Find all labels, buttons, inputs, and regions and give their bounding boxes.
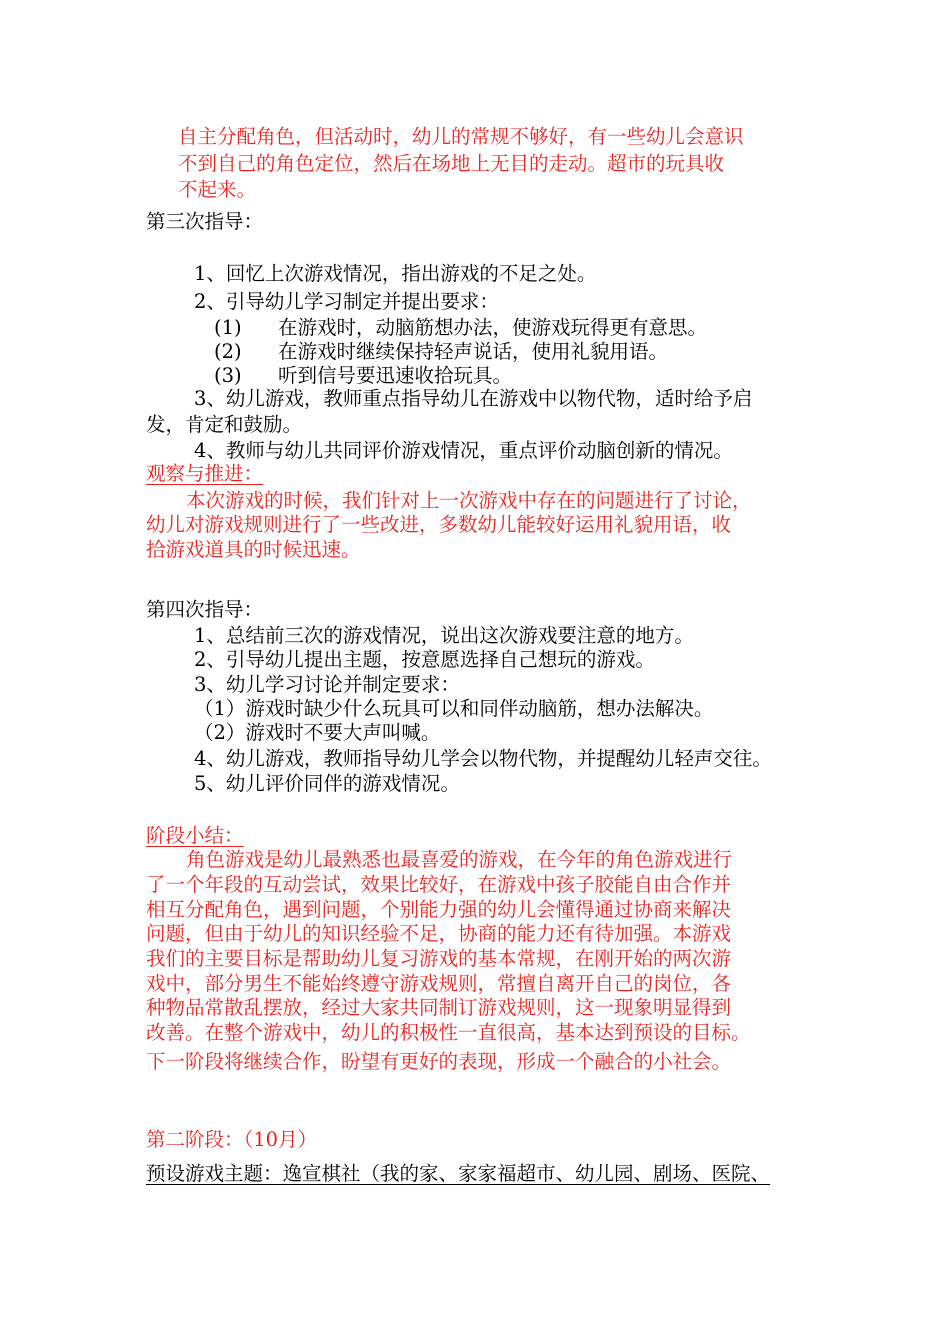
third-item-3-line-1: 3、幼儿游戏，教师重点指导幼儿在游戏中以物代物，适时给予启 [194, 387, 753, 410]
intro-line-2: 不到自己的角色定位，然后在场地上无目的走动。超市的玩具收 [178, 152, 725, 175]
summary-line-8: 改善。在整个游戏中，幼儿的积极性一直很高，基本达到预设的目标。 [146, 1021, 751, 1044]
intro-line-3: 不起来。 [178, 178, 257, 201]
fourth-item-4: 4、幼儿游戏，教师指导幼儿学会以物代物，并提醒幼儿轻声交往。 [194, 747, 772, 770]
third-subitem-text-1: 在游戏时，动脑筋想办法，使游戏玩得更有意思。 [278, 316, 708, 339]
fourth-item-2: 2、引导幼儿提出主题，按意愿选择自己想玩的游戏。 [194, 648, 655, 671]
summary-line-9: 下一阶段将继续合作，盼望有更好的表现，形成一个融合的小社会。 [146, 1050, 732, 1073]
third-subitem-num-1: (1) [214, 316, 242, 339]
summary-line-6: 戏中，部分男生不能始终遵守游戏规则，常擅自离开自己的岗位，各 [146, 972, 732, 995]
fourth-subitem-1: （1）游戏时缺少什么玩具可以和同伴动脑筋，想办法解决。 [194, 697, 714, 720]
intro-line-1: 自主分配角色，但活动时，幼儿的常规不够好，有一些幼儿会意识 [178, 125, 744, 148]
summary-line-1: 角色游戏是幼儿最熟悉也最喜爱的游戏，在今年的角色游戏进行 [186, 848, 733, 871]
observe-line-3: 拾游戏道具的时候迅速。 [146, 538, 361, 561]
third-item-2: 2、引导幼儿学习制定并提出要求： [194, 290, 499, 313]
fourth-item-1: 1、总结前三次的游戏情况，说出这次游戏要注意的地方。 [194, 624, 694, 647]
stage2-heading: 第二阶段：（10月） [146, 1128, 318, 1151]
fourth-subitem-2: （2）游戏时不要大声叫喊。 [194, 721, 441, 744]
summary-line-5: 我们的主要目标是帮助幼儿复习游戏的基本常规，在刚开始的两次游 [146, 947, 732, 970]
stage2-theme: 预设游戏主题：逸宣棋社（我的家、家家福超市、幼儿园、剧场、医院、 [146, 1162, 771, 1185]
third-subitem-text-2: 在游戏时继续保持轻声说话，使用礼貌用语。 [278, 340, 669, 363]
third-item-4: 4、教师与幼儿共同评价游戏情况，重点评价动脑创新的情况。 [194, 439, 733, 462]
summary-line-4: 问题，但由于幼儿的知识经验不足，协商的能力还有待加强。本游戏 [146, 922, 732, 945]
fourth-item-5: 5、幼儿评价同伴的游戏情况。 [194, 772, 460, 795]
summary-heading: 阶段小结： [146, 824, 244, 847]
observe-line-1: 本次游戏的时候，我们针对上一次游戏中存在的问题进行了讨论， [186, 489, 752, 512]
third-subitem-num-3: (3) [214, 364, 242, 387]
third-item-3-line-2: 发，肯定和鼓励。 [146, 413, 303, 436]
fourth-guidance-heading: 第四次指导： [146, 598, 264, 621]
fourth-item-3: 3、幼儿学习讨论并制定要求： [194, 673, 460, 696]
summary-line-7: 种物品常散乱摆放，经过大家共同制订游戏规则，这一现象明显得到 [146, 996, 732, 1019]
third-item-1: 1、回忆上次游戏情况，指出游戏的不足之处。 [194, 262, 597, 285]
third-subitem-num-2: (2) [214, 340, 242, 363]
third-subitem-text-3: 听到信号要迅速收拾玩具。 [278, 364, 513, 387]
observe-line-2: 幼儿对游戏规则进行了一些改进，多数幼儿能较好运用礼貌用语，收 [146, 513, 732, 536]
observe-heading: 观察与推进： [146, 462, 264, 485]
summary-line-3: 相互分配角色，遇到问题，个别能力强的幼儿会懂得通过协商来解决 [146, 898, 732, 921]
third-guidance-heading: 第三次指导： [146, 210, 264, 233]
summary-line-2: 了一个年段的互动尝试，效果比较好，在游戏中孩子胶能自由合作并 [146, 873, 732, 896]
